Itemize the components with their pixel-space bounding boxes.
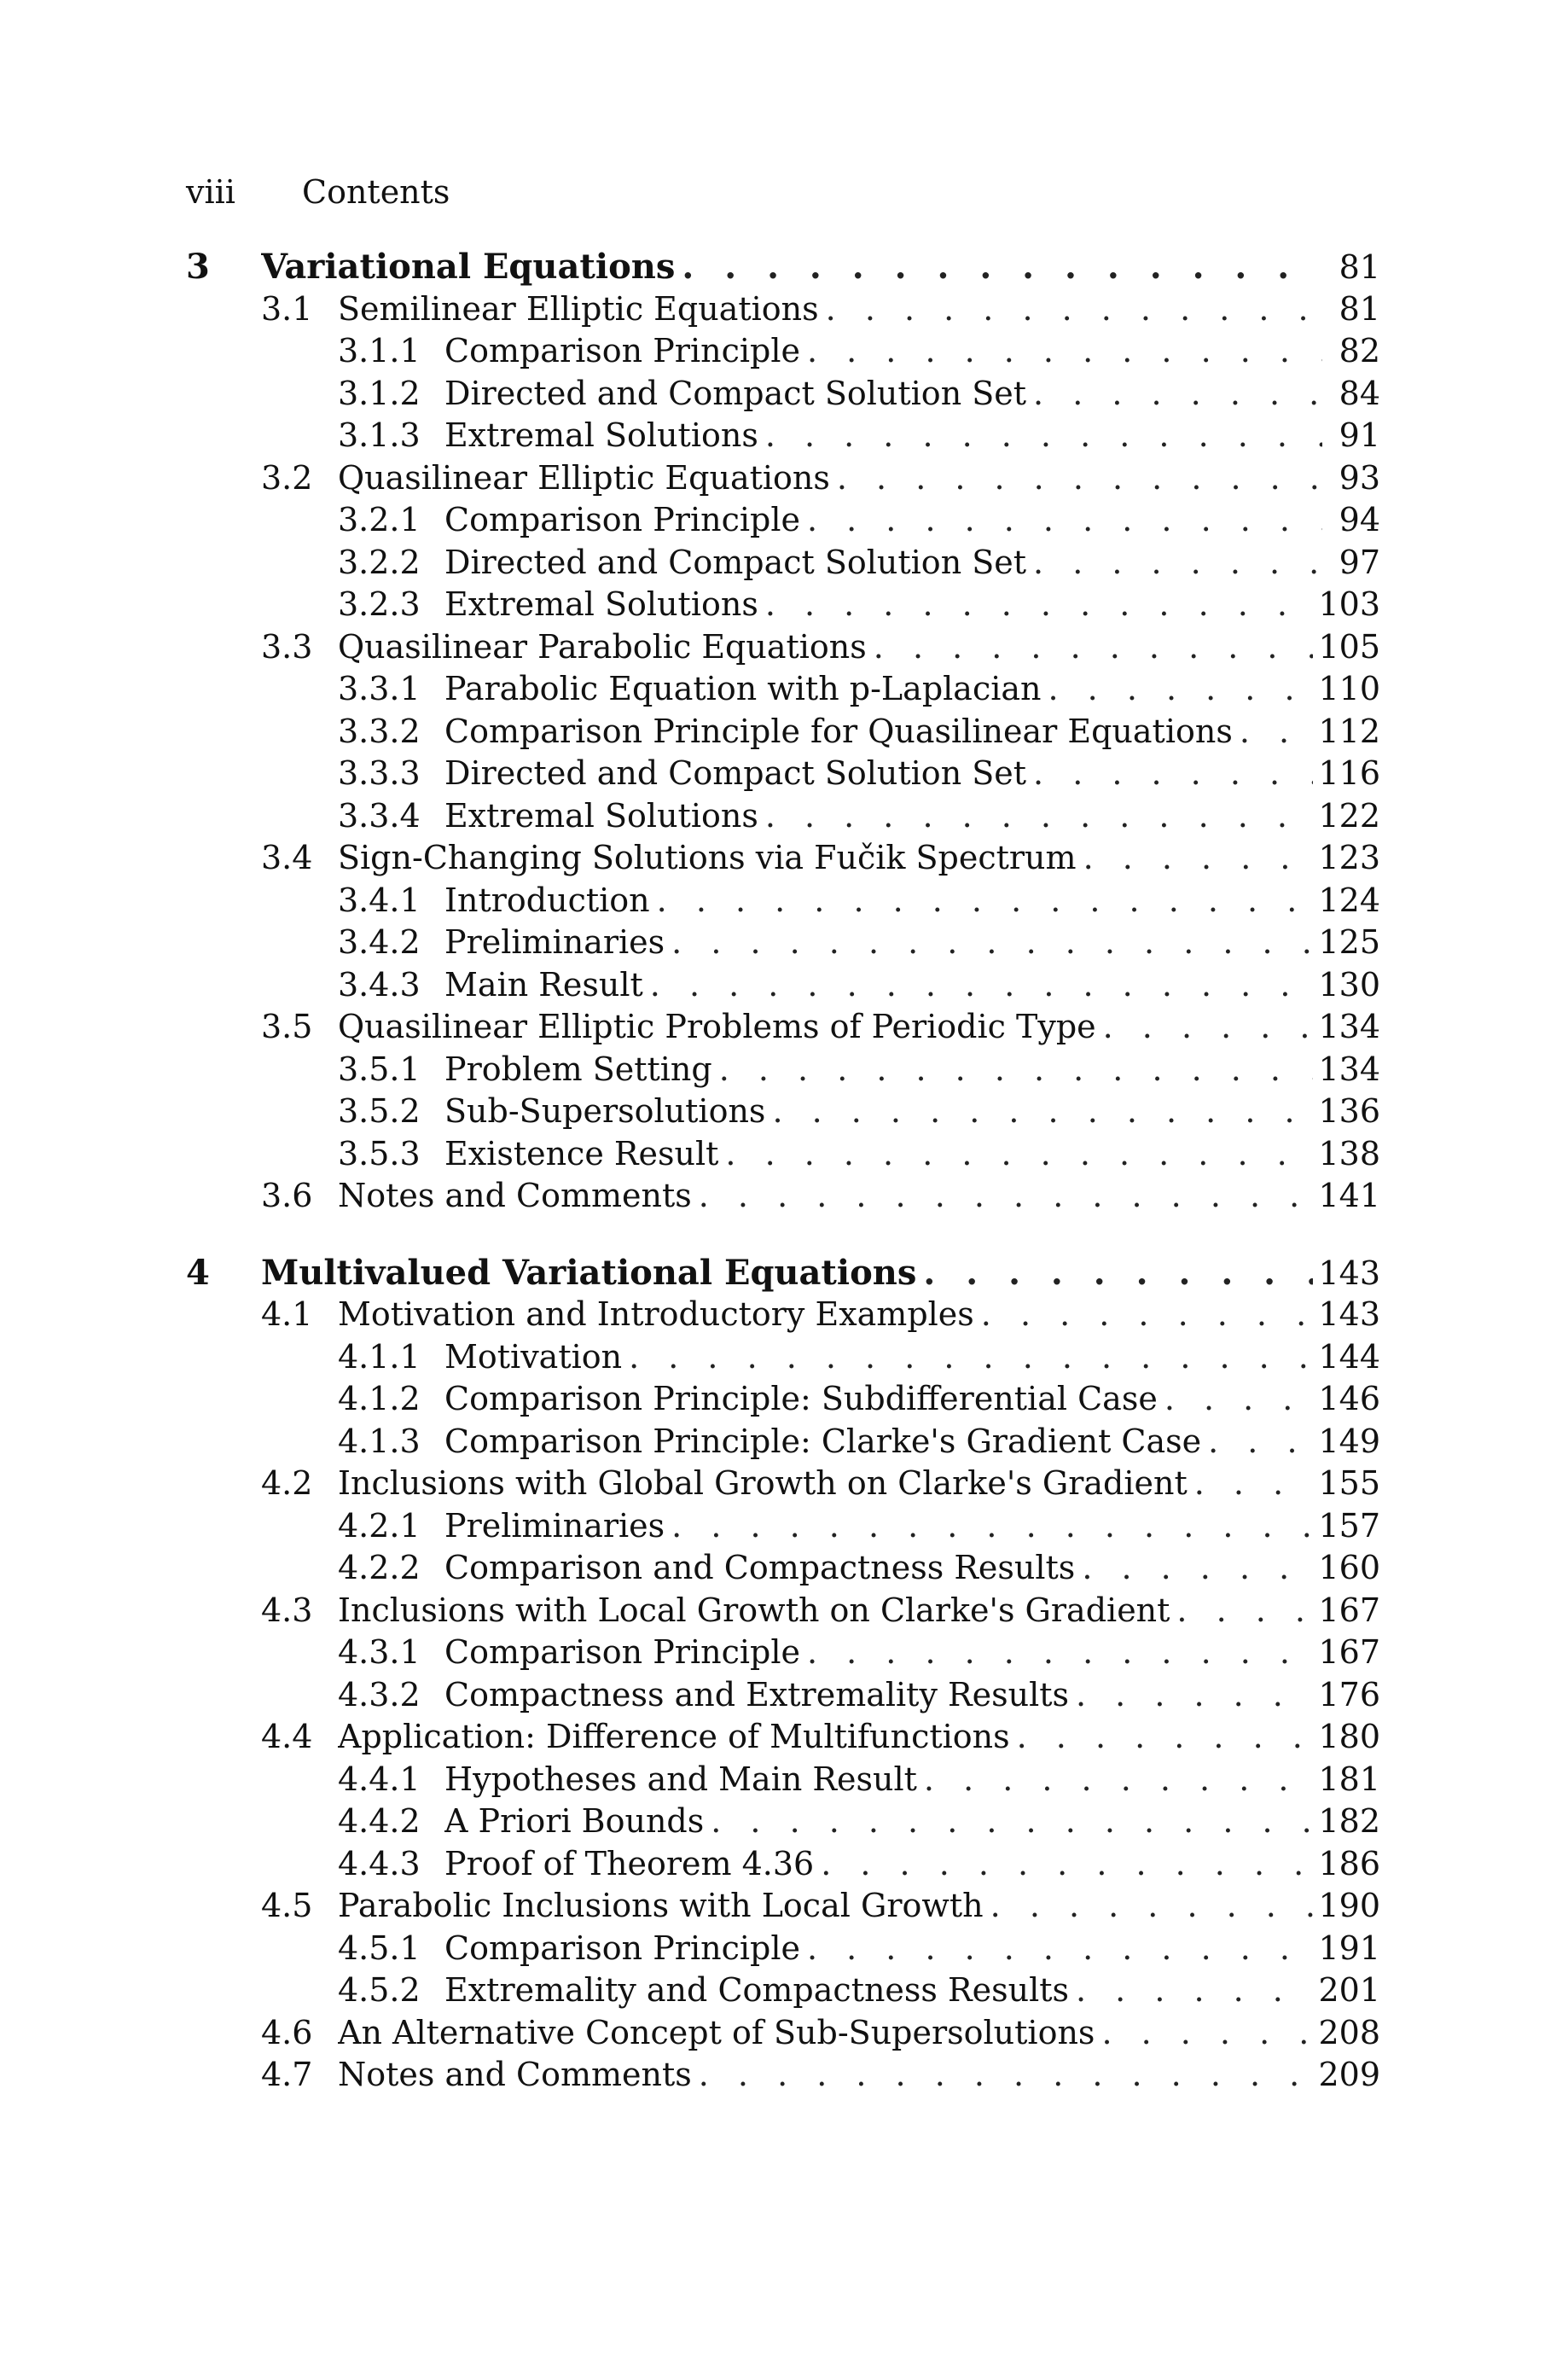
toc-subsection-entry[interactable] xyxy=(186,1091,1380,1133)
toc-entry-line xyxy=(338,457,1380,500)
toc-entry-page: 136 xyxy=(1318,1092,1380,1130)
toc-subsection-entry[interactable] xyxy=(186,1801,1380,1843)
toc-entry-page: 191 xyxy=(1318,1929,1380,1967)
toc-entry-number: 3.4 xyxy=(261,839,313,876)
toc-subsection-entry[interactable] xyxy=(186,922,1380,964)
toc-section-entry[interactable] xyxy=(186,1175,1380,1218)
toc-entry-page: 167 xyxy=(1318,1591,1380,1629)
running-title: Contents xyxy=(302,173,450,211)
toc-entry-number: 4.5.1 xyxy=(338,1929,421,1967)
toc-entry-number: 4.3.2 xyxy=(338,1675,421,1713)
toc-subsection-entry[interactable] xyxy=(186,1674,1380,1717)
toc-section-entry[interactable] xyxy=(186,1463,1380,1505)
toc-entry-number: 3.2 xyxy=(261,458,313,497)
toc-entry-page: 124 xyxy=(1318,881,1380,919)
toc-entry-page: 176 xyxy=(1318,1675,1380,1713)
toc-entry-title: Comparison Principle for Quasilinear Equations xyxy=(444,712,1233,750)
toc-entry-line xyxy=(338,837,1380,880)
dot-leader xyxy=(765,584,1314,626)
toc-entry-line xyxy=(338,1885,1380,1928)
toc-entry-number: 3.3.2 xyxy=(338,712,421,750)
toc-section-entry[interactable] xyxy=(186,1590,1380,1632)
page-number-folio: viii xyxy=(186,173,235,211)
dot-leader xyxy=(923,1252,1313,1295)
toc-entry-title: Sub-Supersolutions xyxy=(444,1092,766,1130)
toc-entry-title: Preliminaries xyxy=(444,1506,665,1545)
toc-subsection-entry[interactable] xyxy=(186,1049,1380,1091)
toc-chapter-entry[interactable] xyxy=(186,1252,1380,1295)
dot-leader xyxy=(650,964,1314,1007)
dot-leader xyxy=(671,1505,1313,1548)
toc-entry-line xyxy=(338,626,1380,669)
toc-subsection-entry[interactable] xyxy=(186,542,1380,585)
toc-entry-title: Extremal Solutions xyxy=(444,796,758,835)
dot-leader xyxy=(699,2054,1314,2097)
toc-entry-page: 84 xyxy=(1339,374,1380,412)
toc-chapter-block xyxy=(186,246,1380,1218)
toc-entry-title: Comparison and Compactness Results xyxy=(444,1549,1076,1586)
toc-section-entry[interactable] xyxy=(186,837,1380,880)
toc-entry-title: Quasilinear Elliptic Equations xyxy=(338,458,830,497)
toc-section-entry[interactable] xyxy=(186,288,1380,331)
toc-entry-title: Application: Difference of Multifunctions xyxy=(338,1718,1010,1755)
toc-entry-page: 94 xyxy=(1339,501,1380,538)
dot-leader xyxy=(821,1843,1313,1886)
toc-entry-line xyxy=(444,542,1380,585)
toc-entry-title: Compactness and Extremality Results xyxy=(444,1675,1070,1713)
toc-entry-page: 182 xyxy=(1318,1802,1380,1840)
dot-leader xyxy=(807,499,1322,542)
toc-entry-number: 4.2 xyxy=(261,1464,313,1502)
toc-subsection-entry[interactable] xyxy=(186,1632,1380,1674)
toc-entry-line xyxy=(444,711,1380,753)
toc-entry-number: 3.5.3 xyxy=(338,1134,421,1172)
toc-entry-number: 3.3.1 xyxy=(338,670,421,707)
toc-entry-line xyxy=(444,1674,1380,1717)
toc-entry-title: Parabolic Inclusions with Local Growth xyxy=(338,1887,984,1924)
toc-entry-page: 209 xyxy=(1318,2056,1380,2093)
toc-subsection-entry[interactable] xyxy=(186,1336,1380,1379)
toc-entry-number: 4.3.1 xyxy=(338,1633,421,1671)
dot-leader xyxy=(765,415,1322,457)
toc-section-entry[interactable] xyxy=(186,1885,1380,1928)
dot-leader xyxy=(1076,1674,1313,1717)
toc-entry-page: 144 xyxy=(1318,1337,1380,1376)
toc-entry-page: 146 xyxy=(1318,1380,1380,1417)
toc-entry-title: Inclusions with Local Growth on Clarke's Gradient xyxy=(338,1591,1170,1629)
toc-entry-page: 134 xyxy=(1318,1050,1380,1088)
toc-entry-line xyxy=(444,795,1380,838)
dot-leader xyxy=(1240,711,1314,753)
toc-entry-line xyxy=(444,1928,1380,1970)
toc-chapter-entry[interactable] xyxy=(186,246,1380,288)
toc-entry-line xyxy=(444,1421,1380,1463)
toc-entry-line xyxy=(338,1006,1380,1049)
toc-entry-title: Variational Equations xyxy=(261,247,676,287)
toc-entry-title: Comparison Principle xyxy=(444,332,800,369)
toc-entry-number: 3.2.2 xyxy=(338,543,421,581)
toc-entry-number: 3.3 xyxy=(261,627,313,666)
toc-entry-line xyxy=(338,2054,1380,2097)
toc-entry-number: 4.1 xyxy=(261,1295,313,1333)
toc-section-entry[interactable] xyxy=(186,2012,1380,2055)
dot-leader xyxy=(990,1885,1314,1928)
dot-leader xyxy=(1033,753,1313,795)
dot-leader xyxy=(699,1175,1314,1218)
toc-entry-line xyxy=(444,1133,1380,1176)
toc-section-entry[interactable] xyxy=(186,457,1380,500)
toc-subsection-entry[interactable] xyxy=(186,668,1380,711)
toc-entry-page: 123 xyxy=(1318,839,1380,876)
toc-entry-page: 138 xyxy=(1318,1134,1380,1172)
toc-subsection-entry[interactable] xyxy=(186,1759,1380,1801)
toc-entry-line xyxy=(444,668,1380,711)
toc-entry-line xyxy=(444,499,1380,542)
toc-entry-title: Comparison Principle: Clarke's Gradient Case xyxy=(444,1422,1202,1460)
toc-section-entry[interactable] xyxy=(186,1294,1380,1336)
dot-leader xyxy=(1176,1590,1313,1632)
toc-subsection-entry[interactable] xyxy=(186,964,1380,1007)
toc-entry-line xyxy=(444,373,1380,416)
toc-entry-page: 180 xyxy=(1318,1718,1380,1755)
toc-entry-number: 4.2.1 xyxy=(338,1506,421,1545)
toc-entry-line xyxy=(338,288,1380,331)
toc-entry-title: Quasilinear Parabolic Equations xyxy=(338,627,867,666)
toc-entry-page: 157 xyxy=(1318,1506,1380,1545)
toc-entry-title: Semilinear Elliptic Equations xyxy=(338,289,819,328)
dot-leader xyxy=(1164,1378,1314,1421)
toc-entry-page: 110 xyxy=(1318,670,1380,707)
toc-entry-number: 3.5 xyxy=(261,1008,313,1045)
toc-entry-line xyxy=(444,922,1380,964)
toc-entry-page: 125 xyxy=(1318,923,1380,961)
toc-entry-page: 81 xyxy=(1339,289,1380,328)
toc-entry-title: Extremal Solutions xyxy=(444,585,758,623)
toc-entry-number: 4.4 xyxy=(261,1718,313,1755)
toc-entry-title: Notes and Comments xyxy=(338,2056,692,2093)
toc-subsection-entry[interactable] xyxy=(186,373,1380,416)
toc-entry-page: 208 xyxy=(1318,2013,1380,2051)
dot-leader xyxy=(725,1133,1313,1176)
toc-subsection-entry[interactable] xyxy=(186,1133,1380,1176)
toc-entry-title: Directed and Compact Solution Set xyxy=(444,374,1027,412)
toc-entry-title: Extremal Solutions xyxy=(444,416,758,454)
toc-section-entry[interactable] xyxy=(186,626,1380,669)
dot-leader xyxy=(1076,1969,1313,2012)
dot-leader xyxy=(1082,1547,1313,1590)
dot-leader xyxy=(711,1801,1313,1843)
toc-entry-number: 3.4.1 xyxy=(338,881,421,919)
toc-entry-line xyxy=(444,964,1380,1007)
dot-leader xyxy=(1101,2012,1313,2055)
dot-leader xyxy=(1017,1716,1314,1759)
toc-subsection-entry[interactable] xyxy=(186,1421,1380,1463)
page-header xyxy=(186,171,1380,213)
toc-entry-page: 91 xyxy=(1339,416,1380,454)
toc-entry-line xyxy=(444,753,1380,795)
toc-entry-number: 4.4.2 xyxy=(338,1802,421,1840)
toc-entry-number: 3 xyxy=(186,247,210,287)
toc-entry-page: 116 xyxy=(1318,754,1380,792)
toc-subsection-entry[interactable] xyxy=(186,330,1380,373)
toc-entry-number: 4.6 xyxy=(261,2013,313,2051)
dot-leader xyxy=(671,922,1313,964)
toc-subsection-entry[interactable] xyxy=(186,1378,1380,1421)
toc-entry-title: Extremality and Compactness Results xyxy=(444,1971,1070,2009)
toc-entry-number: 4.2.2 xyxy=(338,1549,421,1586)
toc-entry-number: 3.3.4 xyxy=(338,796,421,835)
toc-entry-number: 3.4.2 xyxy=(338,923,421,961)
toc-entry-line xyxy=(444,1843,1380,1886)
toc-entry-title: Sign-Changing Solutions via Fučik Spectrum xyxy=(338,839,1077,876)
toc-entry-number: 3.6 xyxy=(261,1177,313,1214)
toc-section-entry[interactable] xyxy=(186,1006,1380,1049)
toc-entry-page: 186 xyxy=(1318,1844,1380,1882)
dot-leader xyxy=(1194,1463,1314,1505)
toc-chapter-block xyxy=(186,1252,1380,2097)
dot-leader xyxy=(837,457,1322,500)
toc-entry-number: 4.3 xyxy=(261,1591,313,1629)
toc-section-entry[interactable] xyxy=(186,1716,1380,1759)
toc-entry-page: 130 xyxy=(1318,965,1380,1004)
toc-entry-number: 3.5.2 xyxy=(338,1092,421,1130)
toc-entry-page: 201 xyxy=(1318,1971,1380,2009)
toc-entry-title: Motivation and Introductory Examples xyxy=(338,1295,974,1333)
toc-entry-title: Hypotheses and Main Result xyxy=(444,1760,917,1798)
table-of-contents xyxy=(186,246,1380,2097)
toc-entry-line xyxy=(444,330,1380,373)
toc-entry-page: 105 xyxy=(1318,627,1380,666)
toc-entry-number: 3.4.3 xyxy=(338,965,421,1004)
toc-entry-number: 4 xyxy=(186,1252,210,1293)
toc-entry-number: 4.5.2 xyxy=(338,1971,421,2009)
toc-entry-line xyxy=(444,1547,1380,1590)
toc-entry-number: 4.4.1 xyxy=(338,1760,421,1798)
toc-entry-number: 4.4.3 xyxy=(338,1844,421,1882)
toc-entry-page: 93 xyxy=(1339,458,1380,497)
dot-leader xyxy=(629,1336,1313,1379)
toc-subsection-entry[interactable] xyxy=(186,1928,1380,1970)
toc-entry-line xyxy=(338,1716,1380,1759)
toc-entry-title: A Priori Bounds xyxy=(444,1802,705,1840)
dot-leader xyxy=(924,1759,1314,1801)
toc-subsection-entry[interactable] xyxy=(186,795,1380,838)
toc-entry-page: 143 xyxy=(1318,1295,1380,1333)
toc-entry-line xyxy=(261,1252,1380,1295)
dot-leader xyxy=(807,1928,1313,1970)
toc-entry-line xyxy=(444,1505,1380,1548)
toc-entry-number: 3.3.3 xyxy=(338,754,421,792)
dot-leader xyxy=(765,795,1314,838)
toc-entry-page: 112 xyxy=(1318,712,1380,750)
toc-entry-title: Main Result xyxy=(444,965,643,1004)
toc-entry-line xyxy=(338,2012,1380,2055)
dot-leader xyxy=(807,330,1322,373)
toc-entry-title: Existence Result xyxy=(444,1134,719,1172)
toc-subsection-entry[interactable] xyxy=(186,584,1380,626)
dot-leader xyxy=(657,880,1314,922)
toc-subsection-entry[interactable] xyxy=(186,753,1380,795)
toc-entry-line xyxy=(444,1632,1380,1674)
toc-entry-page: 134 xyxy=(1318,1008,1380,1045)
toc-entry-page: 97 xyxy=(1339,543,1380,581)
toc-subsection-entry[interactable] xyxy=(186,711,1380,753)
dot-leader xyxy=(1103,1006,1314,1049)
toc-entry-page: 103 xyxy=(1318,585,1380,623)
toc-entry-title: Inclusions with Global Growth on Clarke's Gradient xyxy=(338,1464,1188,1502)
toc-entry-number: 3.5.1 xyxy=(338,1050,421,1088)
toc-entry-number: 3.1.2 xyxy=(338,374,421,412)
toc-subsection-entry[interactable] xyxy=(186,880,1380,922)
toc-subsection-entry[interactable] xyxy=(186,1843,1380,1886)
toc-entry-title: Quasilinear Elliptic Problems of Periodic Type xyxy=(338,1008,1096,1045)
dot-leader xyxy=(1048,668,1314,711)
toc-entry-line xyxy=(444,1336,1380,1379)
dot-leader xyxy=(807,1632,1313,1674)
toc-entry-number: 3.2.3 xyxy=(338,585,421,623)
toc-entry-title: An Alternative Concept of Sub-Supersolutions xyxy=(338,2013,1095,2051)
toc-entry-number: 4.1.3 xyxy=(338,1422,421,1460)
toc-entry-line xyxy=(338,1294,1380,1336)
toc-entry-title: Parabolic Equation with p-Laplacian xyxy=(444,670,1042,707)
toc-entry-page: 82 xyxy=(1339,332,1380,369)
toc-entry-title: Multivalued Variational Equations xyxy=(261,1252,917,1293)
toc-entry-page: 181 xyxy=(1318,1760,1380,1798)
dot-leader xyxy=(1208,1421,1313,1463)
dot-leader xyxy=(772,1091,1313,1133)
toc-subsection-entry[interactable] xyxy=(186,415,1380,457)
toc-entry-title: Comparison Principle xyxy=(444,1929,800,1967)
toc-entry-number: 4.5 xyxy=(261,1887,313,1924)
toc-entry-title: Comparison Principle xyxy=(444,1633,800,1671)
dot-leader xyxy=(682,246,1322,288)
toc-entry-number: 3.1.1 xyxy=(338,332,421,369)
toc-entry-title: Directed and Compact Solution Set xyxy=(444,754,1027,792)
dot-leader xyxy=(981,1294,1314,1336)
toc-entry-line xyxy=(338,1590,1380,1632)
toc-entry-title: Proof of Theorem 4.36 xyxy=(444,1844,815,1882)
dot-leader xyxy=(1083,837,1314,880)
toc-entry-title: Notes and Comments xyxy=(338,1177,692,1214)
toc-entry-line xyxy=(261,246,1380,289)
dot-leader xyxy=(1033,542,1322,585)
toc-entry-title: Problem Setting xyxy=(444,1050,712,1088)
toc-entry-line xyxy=(444,1378,1380,1421)
toc-entry-line xyxy=(338,1463,1380,1505)
toc-entry-line xyxy=(444,1969,1380,2012)
toc-entry-line xyxy=(444,1801,1380,1843)
toc-entry-number: 3.1 xyxy=(261,289,313,328)
toc-entry-line xyxy=(444,1049,1380,1091)
toc-entry-line xyxy=(338,1175,1380,1218)
dot-leader xyxy=(719,1049,1314,1091)
toc-entry-number: 3.2.1 xyxy=(338,501,421,538)
dot-leader xyxy=(874,626,1314,669)
toc-entry-page: 167 xyxy=(1318,1633,1380,1671)
dot-leader xyxy=(1033,373,1322,416)
toc-entry-line xyxy=(444,880,1380,922)
toc-entry-number: 4.1.2 xyxy=(338,1380,421,1417)
toc-entry-title: Introduction xyxy=(444,881,650,919)
toc-entry-number: 4.1.1 xyxy=(338,1337,421,1376)
dot-leader xyxy=(826,288,1322,331)
toc-entry-line xyxy=(444,1091,1380,1133)
toc-entry-page: 190 xyxy=(1318,1887,1380,1924)
toc-entry-line xyxy=(444,1759,1380,1801)
toc-subsection-entry[interactable] xyxy=(186,499,1380,542)
toc-entry-title: Directed and Compact Solution Set xyxy=(444,543,1027,581)
toc-entry-page: 122 xyxy=(1318,796,1380,835)
toc-entry-number: 3.1.3 xyxy=(338,416,421,454)
toc-entry-page: 143 xyxy=(1318,1254,1380,1292)
toc-entry-number: 4.7 xyxy=(261,2056,313,2093)
toc-entry-title: Comparison Principle xyxy=(444,501,800,538)
toc-entry-page: 149 xyxy=(1318,1422,1380,1460)
toc-entry-title: Motivation xyxy=(444,1337,623,1376)
toc-entry-page: 81 xyxy=(1339,248,1380,286)
toc-subsection-entry[interactable] xyxy=(186,1505,1380,1548)
toc-entry-page: 155 xyxy=(1318,1464,1380,1502)
toc-entry-title: Preliminaries xyxy=(444,923,665,961)
toc-subsection-entry[interactable] xyxy=(186,1547,1380,1590)
toc-entry-page: 141 xyxy=(1318,1177,1380,1214)
toc-subsection-entry[interactable] xyxy=(186,1969,1380,2012)
toc-entry-title: Comparison Principle: Subdifferential Case xyxy=(444,1380,1158,1417)
toc-entry-line xyxy=(444,584,1380,626)
toc-section-entry[interactable] xyxy=(186,2054,1380,2097)
toc-entry-line xyxy=(444,415,1380,457)
toc-entry-page: 160 xyxy=(1318,1549,1380,1586)
